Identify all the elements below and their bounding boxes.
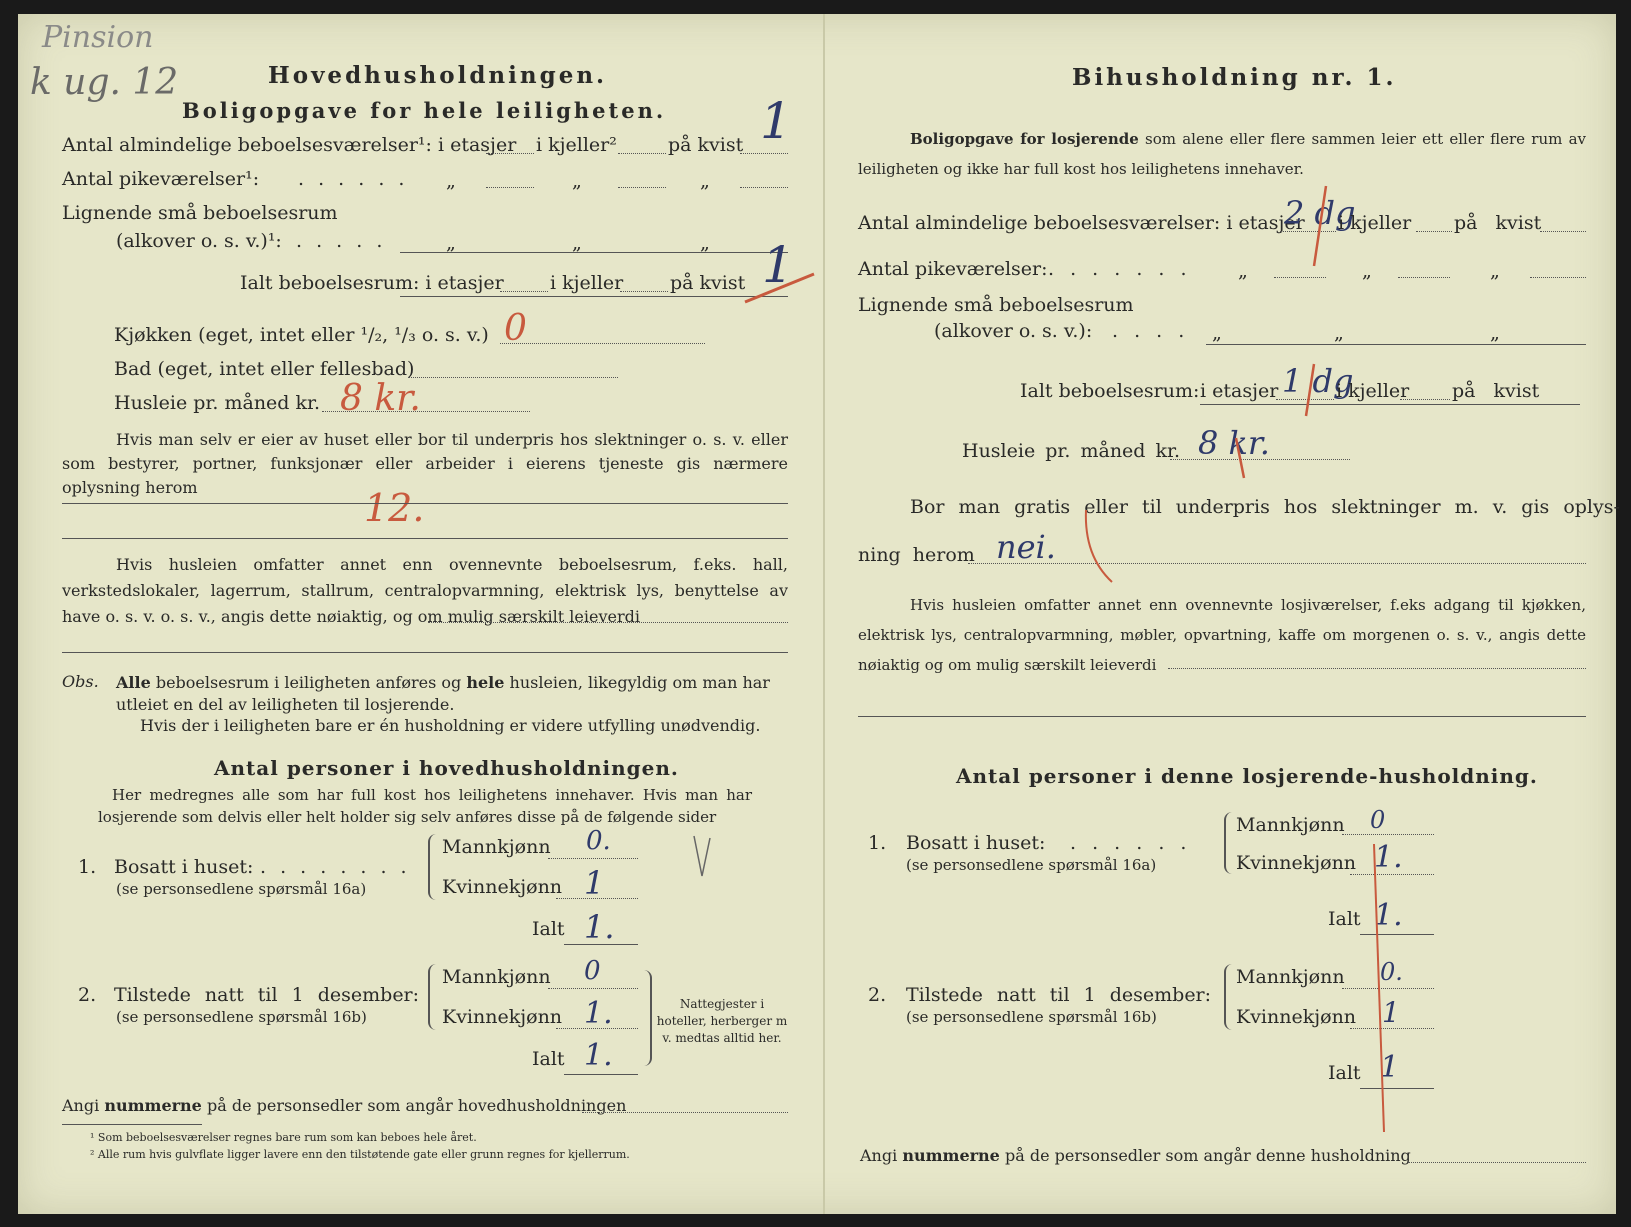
pike-ditto-3: „ [700, 170, 710, 192]
r-lignende-ditto-3: „ [1490, 322, 1500, 344]
angi-text: Angi nummerne på de personsedler som angår hovedhusholdningen [62, 1096, 627, 1115]
r-gratis-field[interactable] [968, 563, 1586, 564]
r-lignende-ditto-1: „ [1212, 322, 1222, 344]
r-pike-label: Antal pikeværelser: [858, 258, 1048, 280]
r-rooms-hw: 2 dg [1284, 194, 1356, 232]
omfatter-line[interactable] [62, 652, 788, 653]
pencil-check [690, 832, 714, 882]
r-ialt-pa-kvist: på kvist [1452, 380, 1540, 402]
r-angi-text: Angi nummerne på de personsedler som angår denne husholdning [860, 1146, 1411, 1165]
left-subtitle: Boligopgave for hele leiligheten. [182, 98, 667, 123]
r-pike-ditto-2: „ [1362, 260, 1372, 282]
husleie-label: Husleie pr. måned kr. [114, 392, 321, 414]
rooms-kvist-hw: 1 [760, 92, 792, 150]
r-ialt-i-etasjer: i etasjer [1200, 380, 1279, 402]
r-pike-dots: . . . . . . . [1048, 258, 1192, 280]
r-q2-kvinne-hw: 1 [1382, 996, 1400, 1029]
r-q1-bracket [1224, 812, 1236, 874]
red-check-mark [740, 268, 820, 308]
rooms-pa-kvist: på kvist [668, 134, 744, 156]
q2-num: 2. [78, 984, 97, 1006]
r-ialt-hw: 1 dg [1282, 362, 1354, 400]
lignende-ditto-2: „ [572, 232, 582, 254]
lignende-sum-line [400, 252, 788, 253]
q2-ialt: Ialt [532, 1048, 565, 1070]
pike-label: Antal pikeværelser¹: [62, 168, 260, 190]
r-rooms-label: Antal almindelige beboelsesværelser: i etasjer [858, 212, 1305, 234]
q1-mann: Mannkjønn [442, 836, 551, 858]
omfatter-field[interactable] [428, 622, 788, 623]
r-q1-ialt: Ialt [1328, 908, 1361, 930]
red-vertical-line [1370, 840, 1390, 1140]
ialt-field-etasjer[interactable] [500, 291, 548, 292]
ialt-hw: 1 [762, 236, 794, 294]
q1-mann-field[interactable] [548, 858, 638, 859]
lignende-ditto-3: „ [700, 232, 710, 254]
footnote-rule [62, 1124, 202, 1125]
r-lignende-dots: . . . . [1112, 320, 1190, 342]
kjokken-label: Kjøkken (eget, intet eller ¹/₂, ¹/₃ o. s. v.) [114, 324, 489, 346]
kjokken-hw: 0 [504, 308, 527, 349]
red-tick-1 [1300, 182, 1340, 272]
r-persons-title: Antal personer i denne losjerende-husholdning. [956, 764, 1538, 788]
lignende-dots: . . . . . [296, 230, 387, 252]
rooms-label: Antal almindelige beboelsesværelser¹: i etasjer [62, 134, 517, 156]
r-q1-label: Bosatt i huset: [906, 832, 1046, 854]
q1-ialt: Ialt [532, 918, 565, 940]
field-kvist[interactable] [740, 153, 788, 154]
red-tick-3 [1230, 434, 1250, 484]
r-ialt-label: Ialt beboelsesrum: [1020, 380, 1200, 402]
r-rooms-pa-kvist: på kvist [1454, 212, 1542, 234]
q2-ialt-field[interactable] [564, 1074, 638, 1075]
r-q1-mann-field[interactable] [1342, 834, 1434, 835]
kjokken-field[interactable] [500, 343, 705, 344]
q2-label: Tilstede natt til 1 desember: [114, 984, 420, 1006]
q1-bracket [428, 834, 440, 900]
red-tick-4 [1080, 506, 1120, 586]
r-angi-field[interactable] [1408, 1162, 1586, 1163]
pike-field-1[interactable] [486, 187, 534, 188]
q2-bracket [428, 964, 440, 1030]
r-q1-mann: Mannkjønn [1236, 814, 1345, 836]
r-ialt-line [1200, 404, 1580, 405]
r-omfatter-line[interactable] [858, 716, 1586, 717]
q2-ialt-hw: 1. [584, 1038, 613, 1073]
q1-sub: (se personsedlene spørsmål 16a) [116, 880, 367, 898]
obs-label: Obs. [62, 672, 99, 691]
pike-dots: . . . . . . [298, 168, 409, 190]
q2-mann: Mannkjønn [442, 966, 551, 988]
q2-mann-field[interactable] [548, 988, 638, 989]
r-gratis-hw: nei. [996, 528, 1056, 566]
ialt-i-kjeller: i kjeller [550, 272, 624, 294]
r-omfatter-field[interactable] [1168, 668, 1586, 669]
rooms-i-kjeller: i kjeller² [536, 134, 617, 156]
left-title: Hovedhusholdningen. [268, 62, 608, 89]
right-intro: Boligopgave for losjerende som alene eller flere sammen leier ett eller flere rum av leiligheten og ikke har full kost hos leilighetens innehaver. [858, 130, 1586, 178]
q1-dots: . . . . . . . . [260, 856, 411, 878]
r-ialt-i-kjeller: i kjeller [1336, 380, 1410, 402]
page-fold [823, 14, 825, 1214]
r-q2-ialt-hw: 1 [1380, 1050, 1400, 1085]
q2-kvinne: Kvinnekjønn [442, 1006, 563, 1028]
lignende-label-1: Lignende små beboelsesrum [62, 202, 338, 224]
eier-hw: 12. [364, 486, 425, 530]
r-q2-num: 2. [868, 984, 887, 1006]
q1-kvinne: Kvinnekjønn [442, 876, 563, 898]
obs-text-5: Hvis der i leiligheten bare er én husholdning er videre utfylling unødvendig. [140, 716, 761, 735]
eier-text: Hvis man selv er eier av huset eller bor til underpris hos slektninger o. s. v. eller som bestyrer, portner, funksjonær eller arbeider i eierens tjeneste gis nærmere oplysning herom [62, 430, 788, 497]
right-title: Bihusholdning nr. 1. [1072, 64, 1397, 91]
r-q2-label: Tilstede natt til 1 desember: [906, 984, 1212, 1006]
q2-mann-hw: 0 [584, 956, 601, 986]
footnote-1: ¹ Som beboelsesværelser regnes bare rum som kan beboes hele året. [90, 1131, 477, 1144]
q2-kvinne-hw: 1. [584, 996, 613, 1031]
r-pike-field-2[interactable] [1398, 277, 1450, 278]
r-q2-bracket [1224, 964, 1236, 1030]
r-q2-kvinne: Kvinnekjønn [1236, 1006, 1357, 1028]
r-q2-ialt: Ialt [1328, 1062, 1361, 1084]
q1-num: 1. [78, 856, 97, 878]
pike-field-2[interactable] [618, 187, 666, 188]
r-omfatter-text: Hvis husleien omfatter annet enn ovennevnte losjiværelser, f.eks adgang til kjøkken, elektrisk lys, centralopvarmning, møbler, opvartning, kaffe om morgenen o. s. v., angis dette nøiaktig og om mulig særskilt leieverdi [858, 596, 1586, 674]
q1-ialt-hw: 1. [584, 908, 615, 946]
r-q1-num: 1. [868, 832, 887, 854]
r-rooms-field-kjeller[interactable] [1416, 231, 1452, 232]
q2-note: Nattegjester i hoteller, herberger m v. medtas alltid her. [656, 997, 788, 1045]
pike-field-3[interactable] [740, 187, 788, 188]
q1-kvinne-hw: 1 [584, 864, 605, 902]
bad-field[interactable] [408, 377, 618, 378]
persons-intro: Her medregnes alle som har full kost hos leilighetens innehaver. Hvis man har losjerende som delvis eller helt holder sig selv anføres disse på de følgende sider [98, 786, 752, 826]
ialt-label: Ialt beboelsesrum: i etasjer [240, 272, 504, 294]
bad-label: Bad (eget, intet eller fellesbad) [114, 358, 415, 380]
r-gratis-2: ning herom [858, 544, 975, 566]
r-husleie-label: Husleie pr. måned kr. [962, 440, 1181, 462]
r-lignende-1: Lignende små beboelsesrum [858, 294, 1134, 316]
obs-text: Alle beboelsesrum i leiligheten anføres og hele husleien, likegyldig om man har utleiet en del av leiligheten til losjerende. [116, 673, 770, 714]
r-rooms-i-kjeller: i kjeller [1338, 212, 1412, 234]
r-q1-mann-hw: 0 [1370, 806, 1386, 834]
r-gratis-1: Bor man gratis eller til underpris hos slektninger m. v. gis oplys- [910, 496, 1620, 518]
pike-ditto-2: „ [572, 170, 582, 192]
r-ialt-field-kjeller[interactable] [1400, 399, 1450, 400]
q2-note-bracket [640, 970, 652, 1066]
r-pike-field-1[interactable] [1274, 277, 1326, 278]
ialt-field-kjeller[interactable] [620, 291, 668, 292]
r-pike-field-3[interactable] [1530, 277, 1586, 278]
r-lignende-line [1206, 344, 1586, 345]
r-lignende-2: (alkover o. s. v.): [934, 320, 1093, 342]
r-q1-sub: (se personsedlene spørsmål 16a) [906, 856, 1157, 874]
r-q1-ialt-hw: 1. [1374, 898, 1403, 933]
r-q1-kvinne-hw: 1. [1374, 840, 1403, 875]
field-kjeller[interactable] [618, 153, 666, 154]
eier-line-1[interactable] [62, 503, 788, 504]
r-pike-ditto-1: „ [1238, 260, 1248, 282]
pencil-note: Pinsion [42, 20, 154, 55]
q1-mann-hw: 0. [586, 826, 611, 856]
red-tick-2 [1296, 360, 1326, 420]
lignende-label-2: (alkover o. s. v.)¹: [116, 230, 282, 252]
persons-title: Antal personer i hovedhusholdningen. [214, 756, 679, 780]
q2-sub: (se personsedlene spørsmål 16b) [116, 1008, 367, 1026]
r-q2-mann: Mannkjønn [1236, 966, 1345, 988]
husleie-hw: 8 kr. [340, 378, 421, 419]
angi-field[interactable] [582, 1112, 788, 1113]
footnote-2: ² Alle rum hvis gulvflate ligger lavere enn den tilstøtende gate eller grunn regnes for kjellerrum. [90, 1148, 630, 1161]
r-rooms-field-kvist[interactable] [1540, 231, 1586, 232]
omfatter-text: Hvis husleien omfatter annet enn ovennevnte beboelsesrum, f.eks. hall, verkstedslokaler, lagerrum, stallrum, centralopvarmning, elektrisk lys, benyttelse av have o. s. v. o. s. v., angis dette nøiaktig, og om mulig særskilt leieverdi [62, 555, 788, 626]
field-etasjer[interactable] [486, 153, 534, 154]
lignende-ditto-1: „ [446, 232, 456, 254]
r-q1-kvinne: Kvinnekjønn [1236, 852, 1357, 874]
r-husleie-hw: 8 kr. [1198, 424, 1270, 462]
ialt-pa-kvist: på kvist [670, 272, 746, 294]
eier-line-2[interactable] [62, 538, 788, 539]
ialt-line [400, 296, 788, 297]
r-lignende-ditto-2: „ [1334, 322, 1344, 344]
r-q1-dots: . . . . . . [1070, 832, 1192, 854]
corner-note: k ug. 12 [30, 62, 179, 103]
r-q2-sub: (se personsedlene spørsmål 16b) [906, 1008, 1157, 1026]
r-pike-ditto-3: „ [1490, 260, 1500, 282]
r-q2-mann-hw: 0. [1380, 958, 1403, 986]
q1-label: Bosatt i huset: [114, 856, 254, 878]
pike-ditto-1: „ [446, 170, 456, 192]
